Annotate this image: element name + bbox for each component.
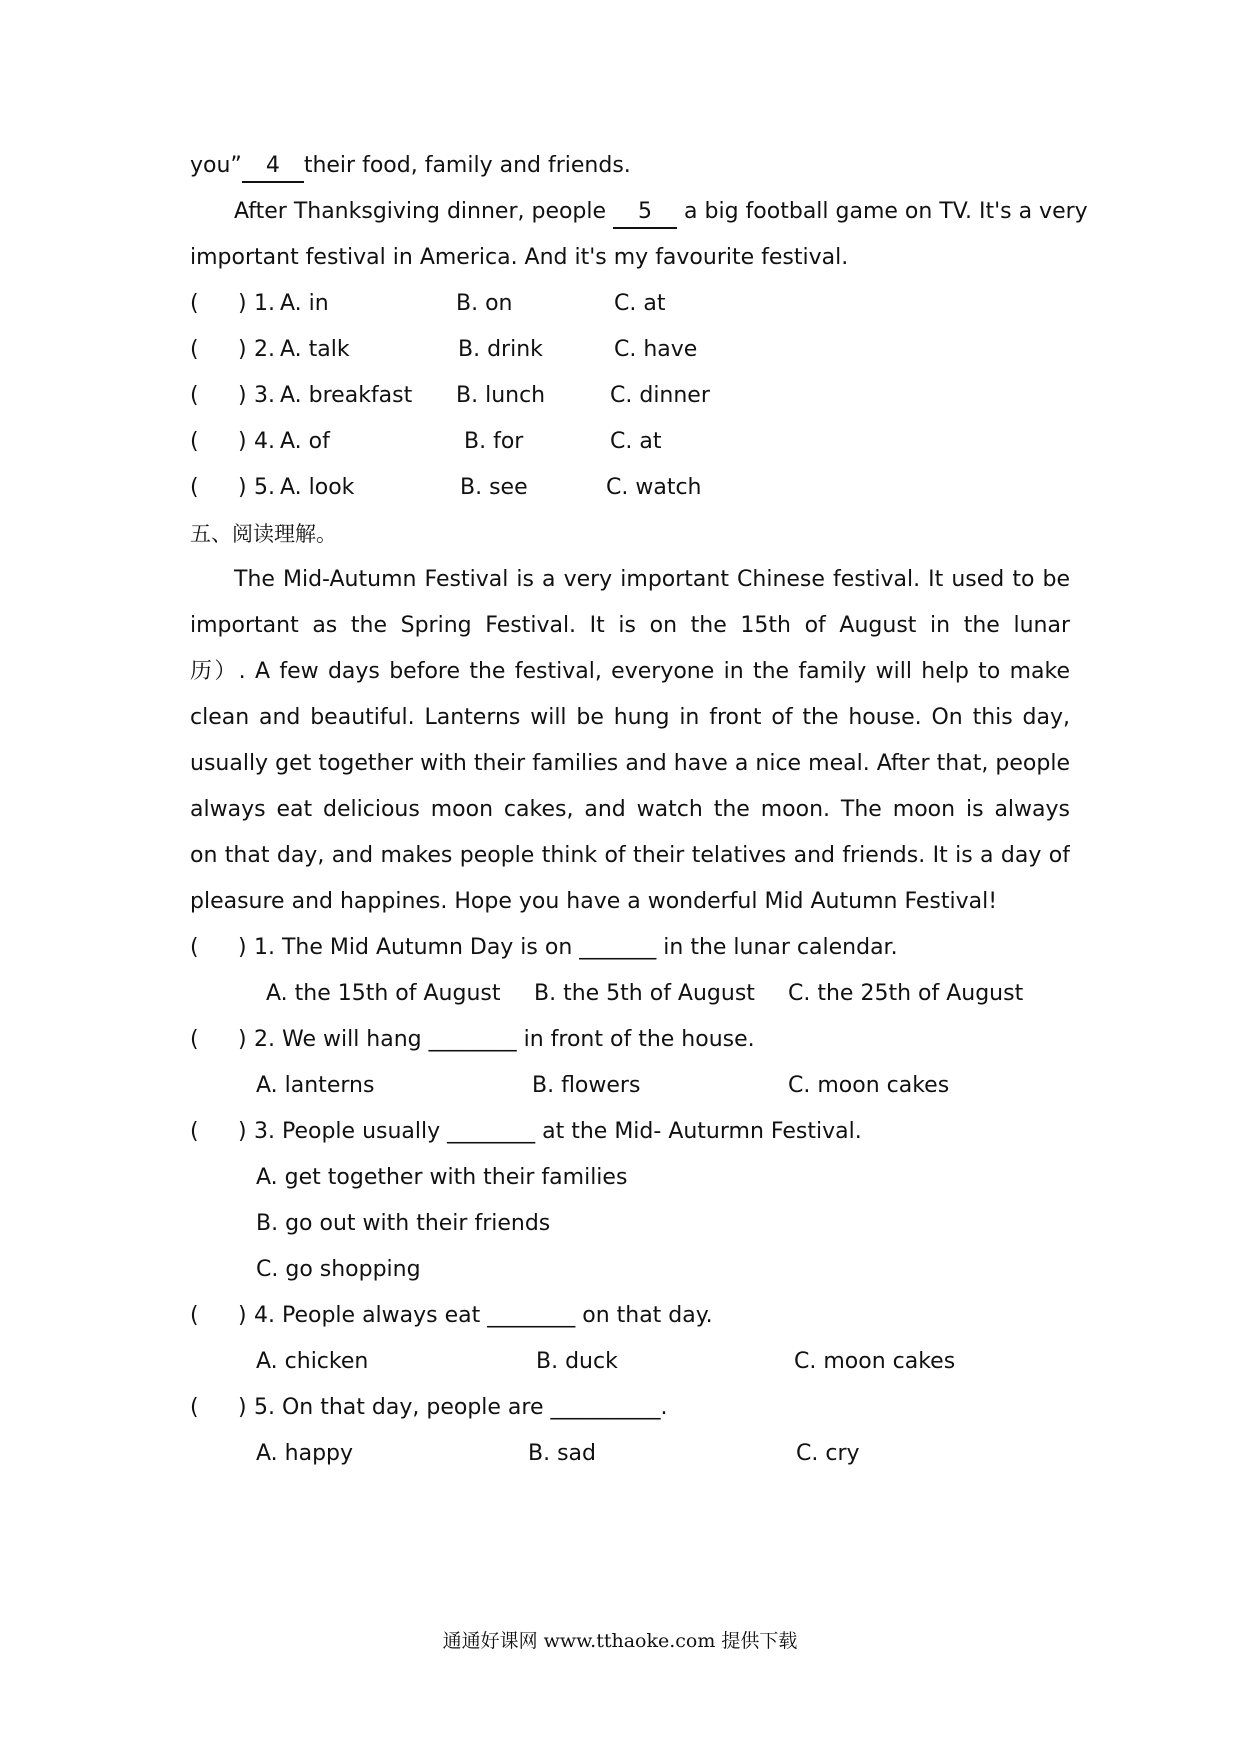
reading-options-1 xyxy=(190,971,1070,1017)
option-a: A. chicken xyxy=(256,1349,369,1374)
cloze-line-1 xyxy=(190,143,1070,189)
reading-line-2: important as the Spring Festival. It is on the 15th of August in the lunar xyxy=(190,613,1070,638)
reading-line-1: The Mid-Autumn Festival is a very important Chinese festival. It used to be xyxy=(234,567,1070,592)
option-b: B. sad xyxy=(528,1441,596,1466)
question-number: 4. xyxy=(254,429,275,454)
option-a: A. lanterns xyxy=(256,1073,375,1098)
option-c: C. the 25th of August xyxy=(788,981,1024,1006)
option-a: A. look xyxy=(280,475,355,500)
answer-paren-close: ) xyxy=(238,429,247,454)
option-b: B. go out with their friends xyxy=(256,1211,551,1236)
answer-paren-open: ( xyxy=(190,1119,199,1144)
option-a: A. talk xyxy=(280,337,350,362)
reading-line-8: pleasure and happines. Hope you have a wonderful Mid Autumn Festival! xyxy=(190,889,998,914)
option-a: A. breakfast xyxy=(280,383,413,408)
reading-option-3a xyxy=(190,1155,1070,1201)
reading-options-2 xyxy=(190,1063,1070,1109)
cloze-question-3 xyxy=(190,373,1070,419)
cloze-blank-5: 5 xyxy=(613,197,677,229)
question-stem: 2. We will hang ________ in front of the house. xyxy=(254,1027,755,1052)
question-number: 5. xyxy=(254,475,275,500)
cloze-line-3: important festival in America. And it's my favourite festival. xyxy=(190,245,849,270)
reading-line-5: usually get together with their families and have a nice meal. After that, people xyxy=(190,751,1070,776)
option-c: C. go shopping xyxy=(256,1257,421,1282)
option-b: B. for xyxy=(464,429,524,454)
reading-option-3c xyxy=(190,1247,1070,1293)
option-c: C. have xyxy=(614,337,698,362)
section-title: 五、阅读理解。 xyxy=(190,522,337,546)
reading-question-5 xyxy=(190,1385,1070,1431)
answer-paren-open: ( xyxy=(190,429,199,454)
reading-option-3b xyxy=(190,1201,1070,1247)
cloze-text: their food, family and friends. xyxy=(303,153,631,178)
answer-paren-close: ) xyxy=(238,1395,247,1420)
answer-paren-close: ) xyxy=(238,475,247,500)
option-a: A. get together with their families xyxy=(256,1165,628,1190)
reading-question-1 xyxy=(190,925,1070,971)
option-a: A. in xyxy=(280,291,329,316)
reading-line-3: 历）. A few days before the festival, everyone in the family will help to make xyxy=(190,659,1070,684)
answer-paren-close: ) xyxy=(238,1303,247,1328)
question-stem: 1. The Mid Autumn Day is on _______ in the lunar calendar. xyxy=(254,935,898,960)
option-a: A. happy xyxy=(256,1441,354,1466)
option-b: B. the 5th of August xyxy=(534,981,755,1006)
reading-line-4: clean and beautiful. Lanterns will be hung in front of the house. On this day, xyxy=(190,705,1070,730)
reading-line-7: on that day, and makes people think of their telatives and friends. It is a day of xyxy=(190,843,1070,868)
answer-paren-close: ) xyxy=(238,383,247,408)
question-stem: 5. On that day, people are __________. xyxy=(254,1395,668,1420)
answer-paren-close: ) xyxy=(238,337,247,362)
option-b: B. see xyxy=(460,475,528,500)
question-stem: 3. People usually ________ at the Mid- Auturmn Festival. xyxy=(254,1119,862,1144)
cloze-question-4 xyxy=(190,419,1070,465)
cloze-text: a big football game on TV. It's a very xyxy=(684,199,1088,224)
page-footer: 通通好课网 www.tthaoke.com 提供下载 xyxy=(442,1630,798,1652)
option-c: C. at xyxy=(614,291,666,316)
cloze-text: After Thanksgiving dinner, people xyxy=(234,199,607,224)
option-c: C. cry xyxy=(796,1441,860,1466)
reading-options-5 xyxy=(190,1431,1070,1477)
option-c: C. moon cakes xyxy=(788,1073,950,1098)
option-c: C. at xyxy=(610,429,662,454)
answer-paren-close: ) xyxy=(238,1027,247,1052)
question-number: 3. xyxy=(254,383,275,408)
option-b: B. on xyxy=(456,291,513,316)
reading-line-6: always eat delicious moon cakes, and watch the moon. The moon is always xyxy=(190,797,1070,822)
cloze-question-5 xyxy=(190,465,1070,511)
answer-paren-open: ( xyxy=(190,935,199,960)
option-c: C. dinner xyxy=(610,383,710,408)
option-c: C. moon cakes xyxy=(794,1349,956,1374)
reading-options-4 xyxy=(190,1339,1070,1385)
question-stem: 4. People always eat ________ on that day. xyxy=(254,1303,713,1328)
cloze-question-1 xyxy=(190,281,1070,327)
reading-question-3 xyxy=(190,1109,1070,1155)
answer-paren-close: ) xyxy=(238,935,247,960)
option-b: B. duck xyxy=(536,1349,618,1374)
option-a: A. the 15th of August xyxy=(266,981,501,1006)
option-c: C. watch xyxy=(606,475,702,500)
option-b: B. lunch xyxy=(456,383,546,408)
question-number: 1. xyxy=(254,291,275,316)
answer-paren-open: ( xyxy=(190,291,199,316)
answer-paren-open: ( xyxy=(190,1303,199,1328)
answer-paren-open: ( xyxy=(190,383,199,408)
cloze-question-2 xyxy=(190,327,1070,373)
answer-paren-open: ( xyxy=(190,1395,199,1420)
option-b: B. flowers xyxy=(532,1073,641,1098)
answer-paren-close: ) xyxy=(238,1119,247,1144)
option-a: A. of xyxy=(280,429,330,454)
question-number: 2. xyxy=(254,337,275,362)
cloze-blank-4: 4 xyxy=(242,151,304,183)
reading-question-2 xyxy=(190,1017,1070,1063)
reading-question-4 xyxy=(190,1293,1070,1339)
answer-paren-open: ( xyxy=(190,1027,199,1052)
answer-paren-open: ( xyxy=(190,337,199,362)
answer-paren-close: ) xyxy=(238,291,247,316)
cloze-line-2 xyxy=(190,189,1088,235)
cloze-text: you” xyxy=(190,153,242,178)
option-b: B. drink xyxy=(458,337,543,362)
answer-paren-open: ( xyxy=(190,475,199,500)
